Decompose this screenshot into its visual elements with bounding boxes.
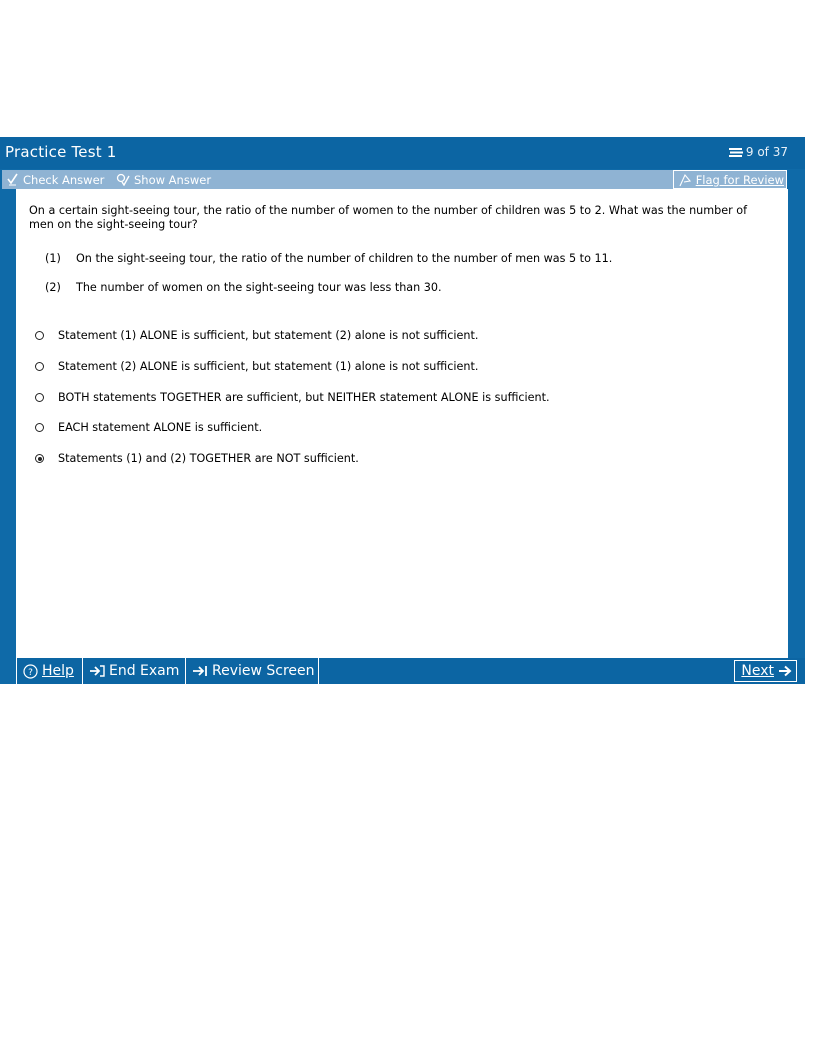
next-label: Next	[741, 663, 774, 679]
window-title: Practice Test 1	[5, 143, 117, 161]
answer-toolbar	[2, 170, 787, 189]
question-stem: On a certain sight-seeing tour, the ratio of the number of women to the number of children was 5 to 2. What was the number of men on the sight-seeing tour?	[29, 204, 748, 231]
check-answer-label: Check Answer	[23, 172, 105, 187]
help-button[interactable]	[16, 658, 83, 684]
option-label: EACH statement ALONE is sufficient.	[58, 421, 263, 434]
right-frame	[788, 189, 805, 658]
end-exam-icon	[89, 665, 105, 677]
statement-text: The number of women on the sight-seeing tour was less than 30.	[76, 281, 442, 294]
question-counter-text: 9 of 37	[745, 145, 788, 159]
option-label: Statement (2) ALONE is sufficient, but statement (1) alone is not sufficient.	[58, 360, 479, 373]
next-button[interactable]	[734, 660, 797, 682]
review-screen-button[interactable]	[185, 658, 319, 684]
radio-button[interactable]	[35, 362, 44, 371]
option-label: Statement (1) ALONE is sufficient, but statement (2) alone is not sufficient.	[58, 329, 479, 342]
flag-for-review-label: Flag for Review	[695, 172, 784, 187]
radio-button[interactable]	[35, 454, 44, 463]
end-exam-label: End Exam	[109, 663, 180, 679]
statement-number: (2)	[45, 281, 61, 294]
radio-button[interactable]	[35, 331, 44, 340]
statement-number: (1)	[45, 252, 61, 265]
statement-text: On the sight-seeing tour, the ratio of the number of children to the number of men was 5 to 11.	[76, 252, 613, 265]
show-answer-button[interactable]	[116, 171, 211, 188]
review-screen-label: Review Screen	[212, 663, 315, 679]
show-answer-icon	[116, 173, 130, 186]
question-stack-icon	[728, 147, 744, 158]
answer-option-e[interactable]	[35, 452, 359, 465]
radio-button[interactable]	[35, 423, 44, 432]
end-exam-button[interactable]	[82, 658, 186, 684]
check-answer-button[interactable]	[7, 171, 104, 188]
flag-for-review-button[interactable]	[673, 170, 787, 189]
answer-option-a[interactable]	[35, 329, 478, 342]
help-label: Help	[42, 663, 74, 679]
exam-window	[0, 137, 805, 684]
option-label: Statements (1) and (2) TOGETHER are NOT sufficient.	[58, 452, 359, 465]
answer-option-c[interactable]	[35, 391, 550, 404]
statement-2	[45, 281, 442, 294]
show-answer-label: Show Answer	[134, 172, 212, 187]
answer-option-d[interactable]	[35, 421, 262, 434]
help-circle-icon	[23, 664, 38, 679]
radio-button[interactable]	[35, 393, 44, 402]
question-panel	[16, 189, 788, 658]
flag-icon	[678, 173, 692, 187]
next-arrow-icon	[778, 665, 792, 677]
review-arrow-icon	[192, 665, 208, 677]
statement-1	[45, 252, 612, 265]
footer-bar	[16, 658, 805, 684]
title-bar	[0, 137, 805, 169]
question-counter	[728, 145, 788, 159]
answer-option-b[interactable]	[35, 360, 478, 373]
option-label: BOTH statements TOGETHER are sufficient, but NEITHER statement ALONE is sufficient.	[58, 391, 550, 404]
check-answer-icon	[7, 173, 19, 186]
svg-text:?: ?	[28, 667, 33, 678]
